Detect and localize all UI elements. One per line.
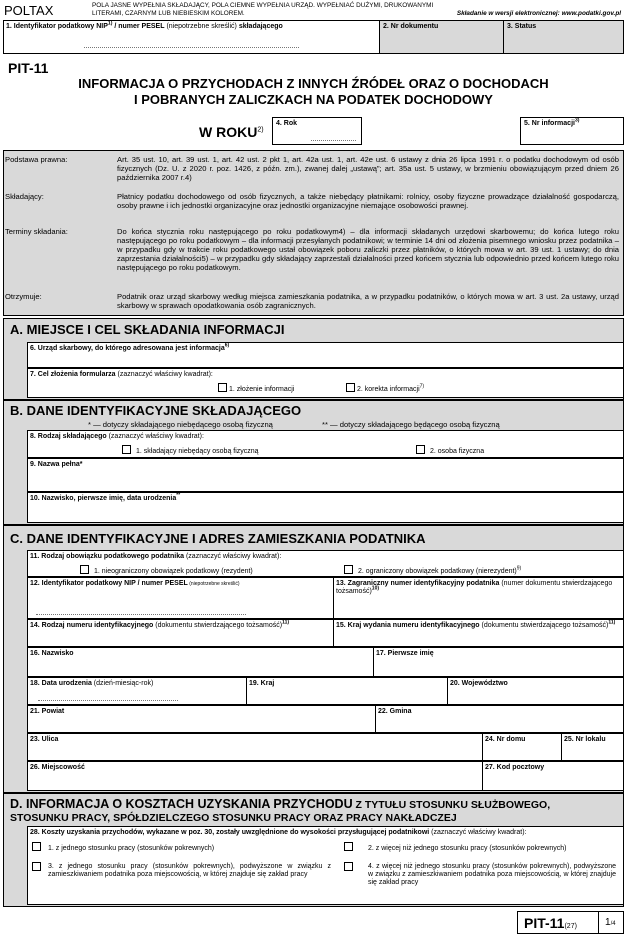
field-3-status: [503, 20, 624, 54]
field-8-label: 8. Rodzaj składającego (zaznaczyć właściwy kwadrat):: [30, 433, 204, 440]
checkbox-11-2-label: 2. ograniczony obowiązek podatkowy (nierezydent)$^{9)}$: [358, 565, 522, 575]
footer-code: PIT-11(27): [524, 915, 577, 931]
checkbox-11-2[interactable]: [344, 565, 353, 574]
field-5-info-number[interactable]: [520, 117, 624, 145]
field-19-label: 19. Kraj: [249, 680, 275, 687]
form-code: PIT-11: [8, 60, 49, 76]
field-18-entry[interactable]: [38, 694, 178, 701]
field-4-entry[interactable]: [311, 134, 356, 141]
field-12-nip-pesel[interactable]: [27, 577, 334, 619]
field-10-label: 10. Nazwisko, pierwsze imię, data urodzenia**: [30, 492, 181, 502]
checkbox-8-2-label: 2. osoba fizyczna: [430, 448, 485, 455]
checkbox-11-1[interactable]: [80, 565, 89, 574]
checkbox-7-2-label: 2. korekta informacji$^{7)}$: [357, 383, 425, 393]
field-17-label: 17. Pierwsze imię: [376, 650, 434, 657]
field-9-full-name[interactable]: [27, 458, 624, 492]
otrzymuje-text: Podatnik oraz urząd skarbowy według miejsca zamieszkania podatnika, a w przypadku podatników, o których mowa w art. 3 ust. 2a ustawy, urząd skarbowy w sprawach opodatkowania osób zagranicznych.: [117, 292, 619, 310]
checkbox-28-1[interactable]: [32, 842, 41, 851]
field-21-county[interactable]: [27, 705, 376, 733]
checkbox-28-2[interactable]: [344, 842, 353, 851]
checkbox-8-2[interactable]: [416, 445, 425, 454]
field-18-birth-date[interactable]: [27, 677, 247, 705]
field-4-label: 4. Rok: [276, 120, 298, 127]
field-24-label: 24. Nr domu: [485, 736, 526, 743]
field-22-commune[interactable]: [375, 705, 624, 733]
field-4-year[interactable]: [272, 117, 362, 145]
checkbox-28-3[interactable]: [32, 862, 41, 871]
fill-instruction: POLA JASNE WYPEŁNIA SKŁADAJĄCY, POLA CIEMNE WYPEŁNIA URZĄD. WYPEŁNIAĆ DUŻYMI, DRUKOWANYMI LITERAMI, CZARNYM LUB NIEBIESKIM KOLOREM.: [92, 2, 434, 17]
field-14-label: 14. Rodzaj numeru identyfikacyjnego (dokumentu stwierdzającego tożsamość)$^{11)}$: [30, 619, 290, 629]
field-5-label: 5. Nr informacji$^{3)}$: [524, 117, 580, 127]
field-24-house-number[interactable]: [482, 733, 562, 761]
brand-logo: POLTAX: [4, 3, 54, 18]
electronic-filing-note: Składanie w wersji elektronicznej: www.podatki.gov.pl: [456, 10, 621, 17]
field-8-filer-type: [27, 430, 624, 458]
field-7-purpose: [27, 368, 624, 398]
field-13-foreign-id[interactable]: [333, 577, 624, 619]
skladajacy-text: Płatnicy podatku dochodowego od osób fizycznych, a także niebędący płatnikami: rolnicy, osoby fizyczne prowadzące działalność gospodarczą, osoby prawne i ich jednostki organizacyjne oraz jednostki organizacyjne niemające osobowości prawnej.: [117, 192, 619, 210]
checkbox-7-1-label: 1. złożenie informacji: [229, 386, 295, 393]
field-11-label: 11. Rodzaj obowiązku podatkowego podatnika (zaznaczyć właściwy kwadrat):: [30, 553, 282, 560]
field-25-apartment-number[interactable]: [561, 733, 624, 761]
footer-page: [598, 911, 624, 934]
field-27-label: 27. Kod pocztowy: [485, 764, 545, 771]
field-22-label: 22. Gmina: [378, 708, 412, 715]
checkbox-28-4-label: 4. z więcej niż jednego stosunku pracy (stosunków pokrewnych), podwyższone w związku z zamieszkiwaniem podatnika poza miejscowością, w której znajduje się zakład pracy: [368, 863, 616, 886]
field-1-label: 1. Identyfikator podatkowy NIP$^{1)}$ / numer PESEL (niepotrzebne skreślić) składającego: [6, 20, 283, 30]
field-10-name-birthdate[interactable]: [27, 492, 624, 523]
podstawa-text: Art. 35 ust. 10, art. 39 ust. 1, art. 42 ust. 2 pkt 1, art. 42a ust. 1, art. 42e ust. 6 ustawy z dnia 26 lipca 1991 r. o podatku dochodowym od osób fizycznych (Dz. U. z 2020 r. poz. 1426, z późn. zm.), zwanej dalej „ustawą”; art. 35a ust. 5 ustawy, w brzmieniu obowiązującym przed dniem 26 października 2007 r.4): [117, 155, 619, 182]
field-16-label: 16. Nazwisko: [30, 650, 74, 657]
form-title-line1: INFORMACJA O PRZYCHODACH Z INNYCH ŹRÓDEŁ ORAZ O DOCHODACH: [78, 76, 549, 91]
field-19-country[interactable]: [246, 677, 448, 705]
field-17-first-name[interactable]: [373, 647, 624, 677]
checkbox-28-1-label: 1. z jednego stosunku pracy (stosunków pokrewnych): [48, 845, 215, 852]
section-b-subtitle-2: ** — dotyczy składającego będącego osobą fizyczną: [322, 420, 500, 429]
field-13-label: 13. Zagraniczny numer identyfikacyjny podatnika (numer dokumentu stwierdzającego tożsamość)$^{10)}$: [336, 580, 613, 595]
field-1-entry[interactable]: [84, 41, 299, 48]
checkbox-28-3-label: 3. z jednego stosunku pracy (stosunków pokrewnych), podwyższone w związku z zamieszkiwaniem podatnika poza miejscowością, w której znajduje się zakład pracy: [48, 863, 331, 878]
section-c-title: C. DANE IDENTYFIKACYJNE I ADRES ZAMIESZKANIA PODATNIKA: [10, 531, 426, 546]
field-28-label: 28. Koszty uzyskania przychodów, wykazane w poz. 30, zostały uwzględnione do wysokości przysługującej podatnikowi (zaznaczyć właściwy kwadrat):: [30, 829, 527, 836]
field-7-label: 7. Cel złożenia formularza (zaznaczyć właściwy kwadrat):: [30, 371, 213, 378]
field-15-id-country[interactable]: [333, 619, 624, 647]
field-20-label: 20. Województwo: [450, 680, 508, 687]
field-1-nip-pesel[interactable]: [3, 20, 380, 54]
field-14-id-type[interactable]: [27, 619, 334, 647]
field-2-doc-number: [379, 20, 504, 54]
section-d-title-line1: D. INFORMACJA O KOSZTACH UZYSKANIA PRZYCHODU Z TYTUŁU STOSUNKU SŁUŻBOWEGO,: [10, 797, 551, 811]
checkbox-28-4[interactable]: [344, 862, 353, 871]
field-6-tax-office[interactable]: [27, 342, 624, 368]
field-18-label: 18. Data urodzenia (dzień-miesiąc-rok): [30, 680, 154, 687]
section-b-title: B. DANE IDENTYFIKACYJNE SKŁADAJĄCEGO: [10, 403, 302, 418]
field-26-label: 26. Miejscowość: [30, 764, 85, 771]
field-16-surname[interactable]: [27, 647, 374, 677]
field-2-label: 2. Nr dokumentu: [383, 23, 439, 30]
field-21-label: 21. Powiat: [30, 708, 65, 715]
field-26-locality[interactable]: [27, 761, 483, 791]
field-6-label: 6. Urząd skarbowy, do którego adresowana jest informacja$^{6)}$: [30, 342, 230, 352]
field-15-label: 15. Kraj wydania numeru identyfikacyjnego (dokumentu stwierdzającego tożsamość)$^{11)}$: [336, 619, 616, 629]
skladajacy-label: Składający:: [5, 192, 44, 201]
field-23-street[interactable]: [27, 733, 483, 761]
section-d-title-line2: STOSUNKU PRACY, SPÓŁDZIELCZEGO STOSUNKU PRACY ORAZ PRACY NAKŁADCZEJ: [10, 812, 457, 824]
checkbox-7-1[interactable]: [218, 383, 227, 392]
footer-form-code: [517, 911, 599, 934]
field-20-voivodeship[interactable]: [447, 677, 624, 705]
field-12-label: 12. Identyfikator podatkowy NIP / numer PESEL (niepotrzebne skreślić): [30, 580, 240, 587]
podstawa-label: Podstawa prawna:: [5, 155, 68, 164]
checkbox-7-2[interactable]: [346, 383, 355, 392]
checkbox-28-2-label: 2. z więcej niż jednego stosunku pracy (stosunków pokrewnych): [368, 845, 567, 852]
section-a-title: A. MIEJSCE I CEL SKŁADANIA INFORMACJI: [10, 322, 285, 337]
terminy-label: Terminy składania:: [5, 227, 68, 236]
field-25-label: 25. Nr lokalu: [564, 736, 606, 743]
section-b-subtitle-1: * — dotyczy składającego niebędącego osobą fizyczną: [88, 420, 273, 429]
page-number: 1/4: [605, 917, 616, 928]
otrzymuje-label: Otrzymuje:: [5, 292, 42, 301]
checkbox-8-1[interactable]: [122, 445, 131, 454]
form-title-line2: I POBRANYCH ZALICZKACH NA PODATEK DOCHODOWY: [134, 92, 493, 107]
checkbox-11-1-label: 1. nieograniczony obowiązek podatkowy (rezydent): [94, 568, 253, 575]
field-9-label: 9. Nazwa pełna*: [30, 461, 83, 468]
field-27-postal-code[interactable]: [482, 761, 624, 791]
w-roku-label: W ROKU$^{2)}$: [199, 124, 264, 140]
checkbox-8-1-label: 1. składający niebędący osobą fizyczną: [136, 448, 259, 455]
field-23-label: 23. Ulica: [30, 736, 59, 743]
field-3-label: 3. Status: [507, 23, 537, 30]
terminy-text: Do końca stycznia roku następującego po roku podatkowym4) – dla informacji składanych urzędowi skarbowemu; do końca lutego roku następującego po roku podatkowym – dla informacji przesyłanych podatnikowi; w terminie 14 dni od złożenia pisemnego wniosku przez podatnika – w przypadku gdy w trakcie roku podatkowego ustał obowiązek poboru zaliczki przez płatników, o których mowa w art. 39 ust. 1 ustawy; do dnia zaprzestania działalności5) – w przypadku gdy składający zaprzestali działalności przed końcem stycznia lub odpowiednio przed końcem lutego roku następującego po roku podatkowym.: [117, 227, 619, 272]
field-12-entry[interactable]: [36, 608, 246, 615]
